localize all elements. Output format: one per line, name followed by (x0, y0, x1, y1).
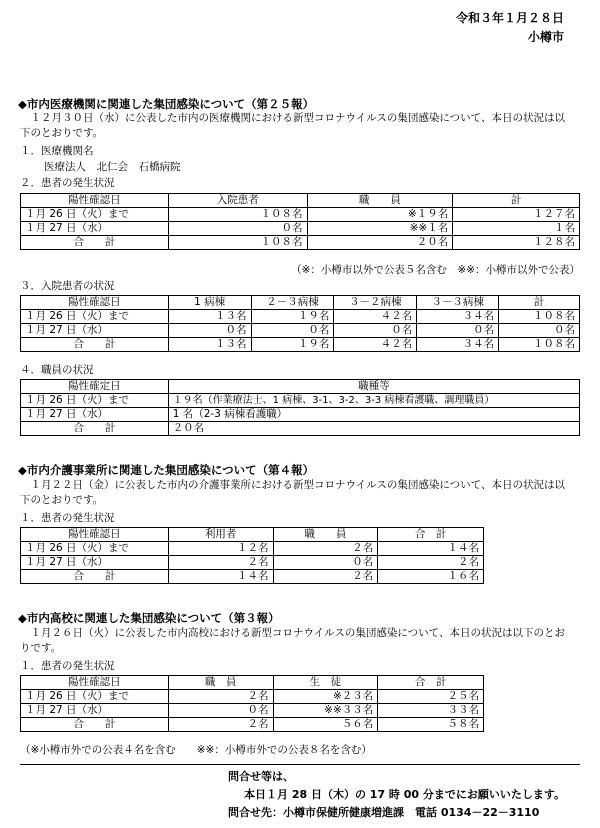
table-cell: ２０名 (168, 422, 579, 436)
contact-info: 問合せ先：小樽市保健所健康増進課 電話 0134－22－3110 (228, 806, 540, 819)
table-row (21, 422, 580, 436)
table-header: 計 (499, 296, 580, 310)
table-header: 1 病棟 (168, 296, 251, 310)
table-cell: １０８名 (499, 338, 580, 352)
section2-heading-patients: １．患者の発生状況 (20, 512, 115, 524)
table-cell: ０名 (168, 222, 307, 236)
table-row (21, 556, 484, 570)
table-row (21, 542, 484, 556)
table-row (21, 222, 580, 236)
table-cell: １名 (453, 222, 580, 236)
table-cell: １０８名 (168, 236, 307, 250)
table-cell: ２名 (273, 542, 378, 556)
table-cell: ２０名 (307, 236, 453, 250)
table-header: 合 計 (378, 676, 484, 690)
table-row (21, 324, 580, 338)
table-cell: ２名 (273, 570, 378, 584)
table-row (21, 718, 484, 732)
table-cell: １月 27 日（水） (21, 222, 169, 236)
table-cell: ０名 (251, 324, 334, 338)
table-header: 職 員 (307, 194, 453, 208)
table-header: 職 員 (168, 676, 273, 690)
table-header-row (21, 194, 580, 208)
table-cell: １月 27 日（水） (21, 324, 169, 338)
table-cell: ５８名 (378, 718, 484, 732)
table-row (21, 236, 580, 250)
table-row (21, 310, 580, 324)
table-cell: １月 26 日（火）まで (21, 310, 169, 324)
table-cell: ３３名 (378, 704, 484, 718)
table-header: 合 計 (378, 528, 484, 542)
table-cell: １２８名 (453, 236, 580, 250)
table-header: 陽性確認日 (21, 676, 169, 690)
table-cell: ※１９名 (307, 208, 453, 222)
table-cell: ０名 (168, 324, 251, 338)
table-cell: １３名 (168, 310, 251, 324)
table-cell: １０８名 (168, 208, 307, 222)
table-header-row (21, 676, 484, 690)
section3-table-note: （※小樽市外での公表４名を含む ※※：小樽市外での公表８名を含む） (20, 744, 372, 756)
table-row (21, 208, 580, 222)
table-cell: ４２名 (334, 310, 417, 324)
table-cell: １月 27 日（水） (21, 408, 169, 422)
table-header-row (21, 296, 580, 310)
table-cell: １４名 (378, 542, 484, 556)
document-date: 令和３年１月２８日 (455, 11, 564, 25)
table-cell: １月 27 日（水） (21, 556, 169, 570)
document-issuer: 小樽市 (527, 30, 564, 44)
table-cell: １月 26 日（火）まで (21, 542, 169, 556)
section2-intro: １月２２日（金）に公表した市内の介護事業所における新型コロナウイルスの集団感染について、本日の状況は以下のとおりです。 (20, 479, 565, 506)
table-cell: ※※３３名 (273, 704, 378, 718)
section1-table-note: （※：小樽市以外で公表５名含む ※※：小樽市以外で公表） (291, 264, 580, 276)
table-header: 生 徒 (273, 676, 378, 690)
table-cell: ０名 (334, 324, 417, 338)
facility-name: 医療法人 北仁会 石橋病院 (44, 161, 181, 173)
table-cell: １月 26 日（火）まで (21, 394, 169, 408)
contact-deadline: 本日１月 28 日（木）の 17 時 00 分までにお願いいたします。 (244, 788, 566, 801)
section2-title: ◆市内介護事業所に関連した集団感染について（第４報） (18, 463, 315, 477)
table-cell: １９名（作業療法士、1 病棟、3-1、3-2、3-3 病棟看護職、調理職員） (168, 394, 579, 408)
table-row (21, 408, 580, 422)
table-row (21, 690, 484, 704)
table-row (21, 570, 484, 584)
table-cell: ０名 (273, 556, 378, 570)
section1-staff-table (20, 379, 580, 436)
table-cell: ※※１名 (307, 222, 453, 236)
table-cell: １月 26 日（火）まで (21, 690, 169, 704)
table-row (21, 338, 580, 352)
table-cell: １２７名 (453, 208, 580, 222)
table-cell: 合 計 (21, 422, 169, 436)
table-cell: 1 名（2-3 病棟看護職） (168, 408, 579, 422)
table-header: 陽性確定日 (21, 380, 169, 394)
section1-heading-staff: ４．職員の状況 (20, 364, 94, 376)
table-cell: ３４名 (417, 310, 499, 324)
table-cell: ２名 (378, 556, 484, 570)
section3-title: ◆市内高校に関連した集団感染について（第３報） (18, 611, 280, 625)
table-cell: １月 26 日（火）まで (21, 208, 169, 222)
table-cell: １０８名 (499, 310, 580, 324)
table-header: 陽性確認日 (21, 528, 169, 542)
table-cell: １３名 (168, 338, 251, 352)
table-header: 計 (453, 194, 580, 208)
table-cell: １９名 (251, 338, 334, 352)
table-cell: ※２３名 (273, 690, 378, 704)
table-header-row (21, 380, 580, 394)
table-cell: ２名 (168, 556, 273, 570)
section1-patients-table (20, 193, 580, 250)
table-cell: 合 計 (21, 570, 169, 584)
table-cell: ２名 (168, 690, 273, 704)
table-cell: １月 27 日（水） (21, 704, 169, 718)
table-cell: ２５名 (378, 690, 484, 704)
section3-intro: １月２６日（火）に公表した市内高校における新型コロナウイルスの集団感染について、本日の状況は以下のとおりです。 (20, 627, 565, 654)
section1-heading-facility: １．医療機関名 (20, 145, 94, 157)
table-header-row (21, 528, 484, 542)
table-header: 職種等 (168, 380, 579, 394)
section1-heading-inpatients: ３．入院患者の状況 (20, 280, 115, 292)
table-header: 陽性確認日 (21, 296, 169, 310)
table-cell: 合 計 (21, 236, 169, 250)
table-cell: ３４名 (417, 338, 499, 352)
section1-intro: １２月３０日（水）に公表した市内の医療機関における新型コロナウイルスの集団感染について、本日の状況は以下のとおりです。 (20, 112, 565, 139)
section1-heading-patients: ２．患者の発生状況 (20, 177, 115, 189)
section3-heading-patients: １．患者の発生状況 (20, 660, 115, 672)
section1-title: ◆市内医療機関に関連した集団感染について（第２５報） (18, 97, 315, 111)
contact-divider (20, 764, 580, 765)
section2-patients-table (20, 527, 484, 584)
table-cell: ４２名 (334, 338, 417, 352)
table-header: ３－３病棟 (417, 296, 499, 310)
table-cell: １９名 (251, 310, 334, 324)
table-cell: 合 計 (21, 338, 169, 352)
table-header: ３－２病棟 (334, 296, 417, 310)
section1-inpatients-table (20, 295, 580, 352)
table-row (21, 704, 484, 718)
table-header: ２－３病棟 (251, 296, 334, 310)
contact-intro: 問合せ等は、 (228, 770, 294, 783)
section3-patients-table (20, 675, 484, 732)
table-cell: １６名 (378, 570, 484, 584)
table-cell: ５６名 (273, 718, 378, 732)
table-cell: 合 計 (21, 718, 169, 732)
table-cell: ２名 (168, 718, 273, 732)
table-cell: １２名 (168, 542, 273, 556)
table-header: 陽性確認日 (21, 194, 169, 208)
table-cell: ０名 (499, 324, 580, 338)
table-cell: ０名 (417, 324, 499, 338)
table-row (21, 394, 580, 408)
table-header: 職 員 (273, 528, 378, 542)
table-cell: ０名 (168, 704, 273, 718)
table-header: 利用者 (168, 528, 273, 542)
table-header: 入院患者 (168, 194, 307, 208)
table-cell: １４名 (168, 570, 273, 584)
